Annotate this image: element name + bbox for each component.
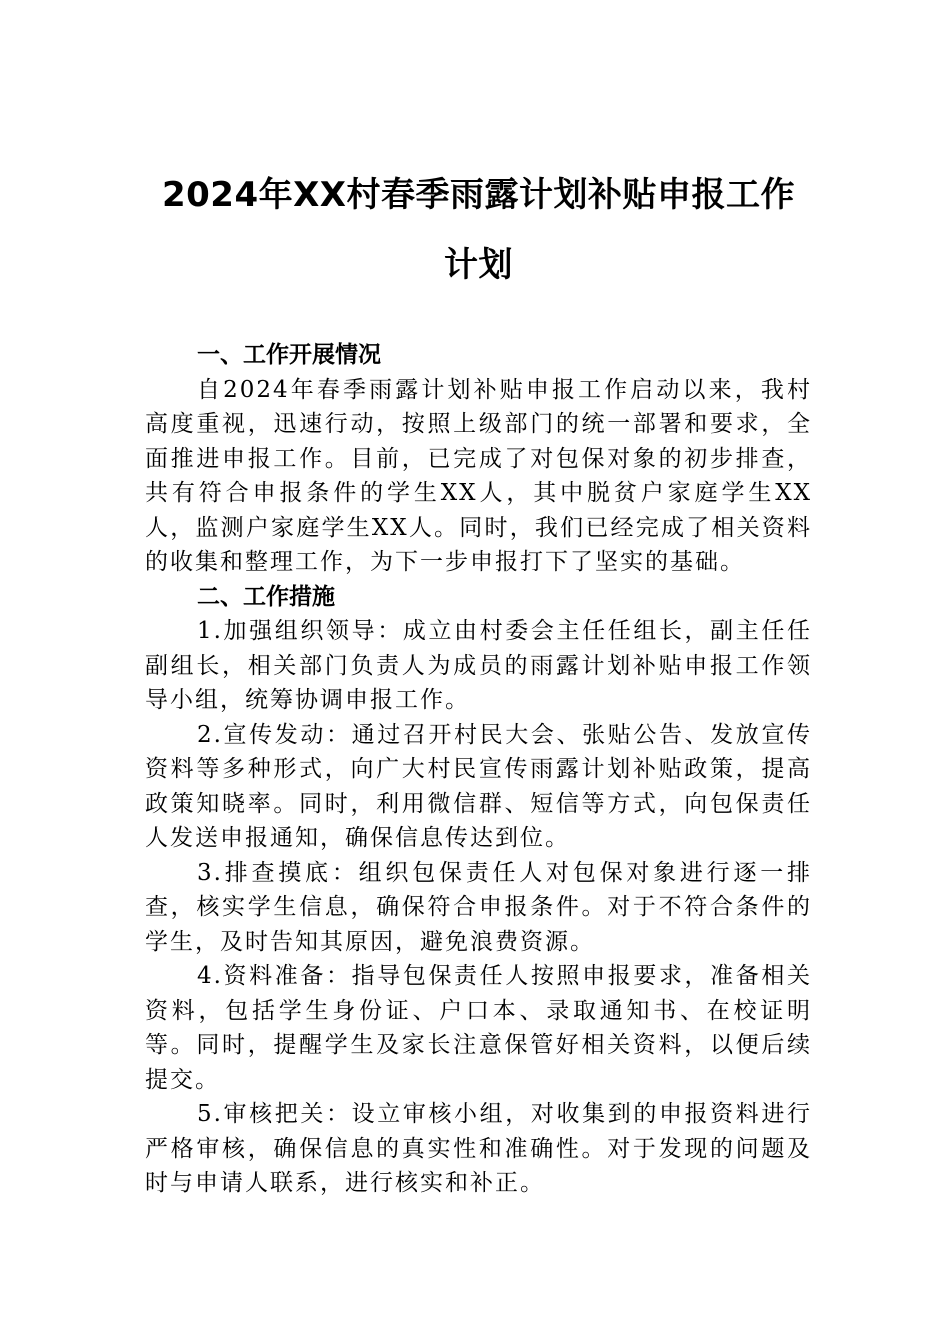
paragraph: 5.审核把关：设立审核小组，对收集到的申报资料进行严格审核，确保信息的真实性和准确性。对于发现的问题及时与申请人联系，进行核实和补正。 [145,1101,812,1196]
paragraph: 4.资料准备：指导包保责任人按照申报要求，准备相关资料，包括学生身份证、户口本、录取通知书、在校证明等。同时，提醒学生及家长注意保管好相关资料，以便后续提交。 [145,963,812,1093]
paragraph: 自2024年春季雨露计划补贴申报工作启动以来，我村高度重视，迅速行动，按照上级部门的统一部署和要求，全面推进申报工作。目前，已完成了对包保对象的初步排查，共有符合申报条件的学生XX人，其中脱贫户家庭学生XX人，监测户家庭学生XX人。同时，我们已经完成了相关资料的收集和整理工作，为下一步申报打下了坚实的基础。 [145,376,812,575]
section-heading-measures: 二、工作措施 [197,583,335,610]
section-heading-situation: 一、工作开展情况 [197,342,381,368]
paragraph: 1.加强组织领导：成立由村委会主任任组长，副主任任副组长，相关部门负责人为成员的雨露计划补贴申报工作领导小组，统筹协调申报工作。 [145,618,812,713]
paragraph: 2.宣传发动：通过召开村民大会、张贴公告、发放宣传资料等多种形式，向广大村民宣传雨露计划补贴政策，提高政策知晓率。同时，利用微信群、短信等方式，向包保责任人发送申报通知，确保信息传达到位。 [145,721,812,851]
title-line-1: 2024年XX村春季雨露计划补贴申报工作 [161,175,796,215]
paragraph: 3.排查摸底：组织包保责任人对包保对象进行逐一排查，核实学生信息，确保符合申报条件。对于不符合条件的学生，及时告知其原因，避免浪费资源。 [145,859,812,955]
document-title [145,160,812,300]
document-body [145,338,812,1201]
title-line-2: 计划 [444,245,513,285]
